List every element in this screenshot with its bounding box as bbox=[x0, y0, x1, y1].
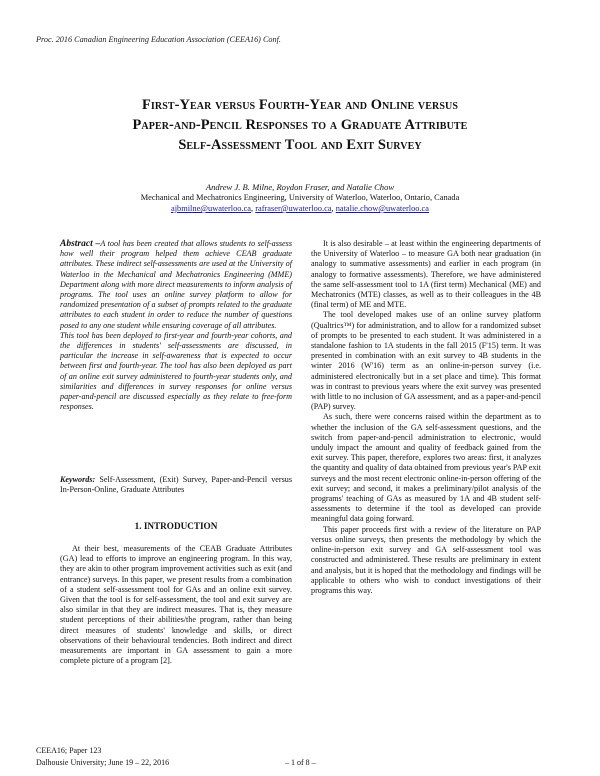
body-paragraph: At their best, measurements of the CEAB Graduate Attributes (GA) lead to efforts to improve an engineering program. In this way, they are akin to other program improvement activities such as exit (and entrance) surveys. In this paper, we present results from a combination of a student self-assessment tool for GAs and an online exit survey. Given that the tool is for self-assessment, the tool and exit survey are also similar in that they are indirect measures. That is, they measure student perceptions of their abilities/the program, rather than being direct measures of students' knowledge and skills, or direct observations of their behavioural tendencies. Both indirect and direct measurements are important in GA assessment to gain a more complete picture of a program [2]. bbox=[60, 544, 292, 666]
email-link[interactable]: natalie.chow@uwaterloo.ca bbox=[335, 204, 429, 213]
email-separator: , bbox=[331, 204, 336, 213]
footer-venue: Dalhousie University; June 19 – 22, 2016 bbox=[36, 758, 170, 767]
paper-title-line-1: First-Year versus Fourth-Year and Online versus bbox=[142, 97, 458, 113]
section-heading-introduction: 1. INTRODUCTION bbox=[134, 521, 218, 531]
body-paragraph: As such, there were concerns raised within the department as to whether the inclusion of the GA self-assessment questions, and the switch from paper-and-pencil administration to electronic, would unduly impact the amount and quality of feedback gained from the exit survey. This paper, therefore, explores two areas: first, it analyzes the quantity and quality of data obtained from previous year's PAP exit surveys and the most recent electronic online-in-person offering of the exit survey; and second, it makes a preliminary/pilot analysis of the programs' teaching of GAs as measured by 1A and 4B student self-assessments to determine if the tool as developed can provide meaningful data going forward. bbox=[311, 412, 541, 524]
introduction-text bbox=[60, 544, 292, 666]
email-link[interactable]: rafraser@uwaterloo.ca bbox=[255, 204, 332, 213]
body-paragraph: This paper proceeds first with a review of the literature on PAP versus online surveys, then presents the methodology by which the online-in-person exit survey and GA self-assessment tool was constructed and administered. These results are preliminary in extent and analysis, but it is hoped that the methodology and findings will be applicable to others who wish to conduct investigations of their programs this way. bbox=[311, 524, 541, 595]
email-separator: , bbox=[251, 204, 256, 213]
abstract bbox=[60, 239, 292, 412]
right-column-text bbox=[311, 239, 541, 596]
paper-title-line-2: Paper-and-Pencil Responses to a Graduate Attribute bbox=[132, 117, 468, 133]
authors: Andrew J. B. Milne, Roydon Fraser, and Natalie Chow bbox=[205, 182, 395, 192]
body-paragraph: It is also desirable – at least within the engineering departments of the University of Waterloo – to measure GA both near graduation (in analogy to summative assessments) and earlier in each program (in analogy to formative assessments). Therefore, we have administered the same self-assessment tool to 1A (first term) Mechanical (ME) and Mechatronics (MTE) classes, as well as to their colleagues in the 4B (final term) of ME and MTE. bbox=[311, 239, 541, 310]
abstract-label: Abstract – bbox=[60, 239, 101, 249]
footer-paper-id: CEEA16; Paper 123 bbox=[36, 746, 102, 755]
paper-title-line-3: Self-Assessment Tool and Exit Survey bbox=[178, 137, 422, 153]
page-number: – 1 of 8 – bbox=[285, 758, 316, 767]
body-paragraph: The tool developed makes use of an online survey platform (Qualtrics™) for administration, and to allow for a randomized subset of prompts to be presented to each student. It was administered in a standalone fashion to 1A students in the fall 2015 (F'15) term. It was presented in combination with an exit survey to 4B students in the winter 2016 (W'16) term as an online-in-person survey (i.e. administered electronically but in a set place and time). This format was in contrast to previous years where the exit survey was presented with little to no inclusion of GA assessment, and as a paper-and-pencil (PAP) survey. bbox=[311, 310, 541, 412]
author-emails bbox=[40, 204, 560, 213]
email-link[interactable]: ajbmilne@uwaterloo.ca bbox=[170, 204, 252, 213]
abstract-paragraph: A tool has been created that allows students to self-assess how well their program helped them achieve CEAB graduate attributes. These indirect self-assessments are used at the University of Waterloo in the Mechanical and Mechatronics Engineering (MME) Department along with more direct measurements to inform analysis of programs. The tool uses an online survey platform to allow for randomized presentation of a subset of prompts related to the graduate attributes to each student in order to reduce the number of questions posed to any one student while ensuring coverage of all attributes. bbox=[60, 239, 292, 330]
keywords-text: Self-Assessment, (Exit) Survey, Paper-and-Pencil versus In-Person-Online, Graduate Attributes bbox=[60, 475, 292, 495]
affiliation: Mechanical and Mechatronics Engineering, University of Waterloo, Waterloo, Ontario, Canada bbox=[140, 193, 460, 202]
running-header: Proc. 2016 Canadian Engineering Education Association (CEEA16) Conf. bbox=[36, 35, 281, 44]
abstract-paragraph: This tool has been deployed to first-year and fourth-year cohorts, and the differences in students' self-assessments are discussed, in particular the increase in self-awareness that is expected to occur between first and fourth-year. The tool has also been deployed as part of an online exit survey administered to fourth-year students only, and similarities and differences in survey responses for online versus paper-and-pencil are discussed especially as they relate to free-form responses. bbox=[60, 330, 292, 412]
keywords-label: Keywords: bbox=[60, 475, 96, 484]
keywords bbox=[60, 475, 292, 495]
